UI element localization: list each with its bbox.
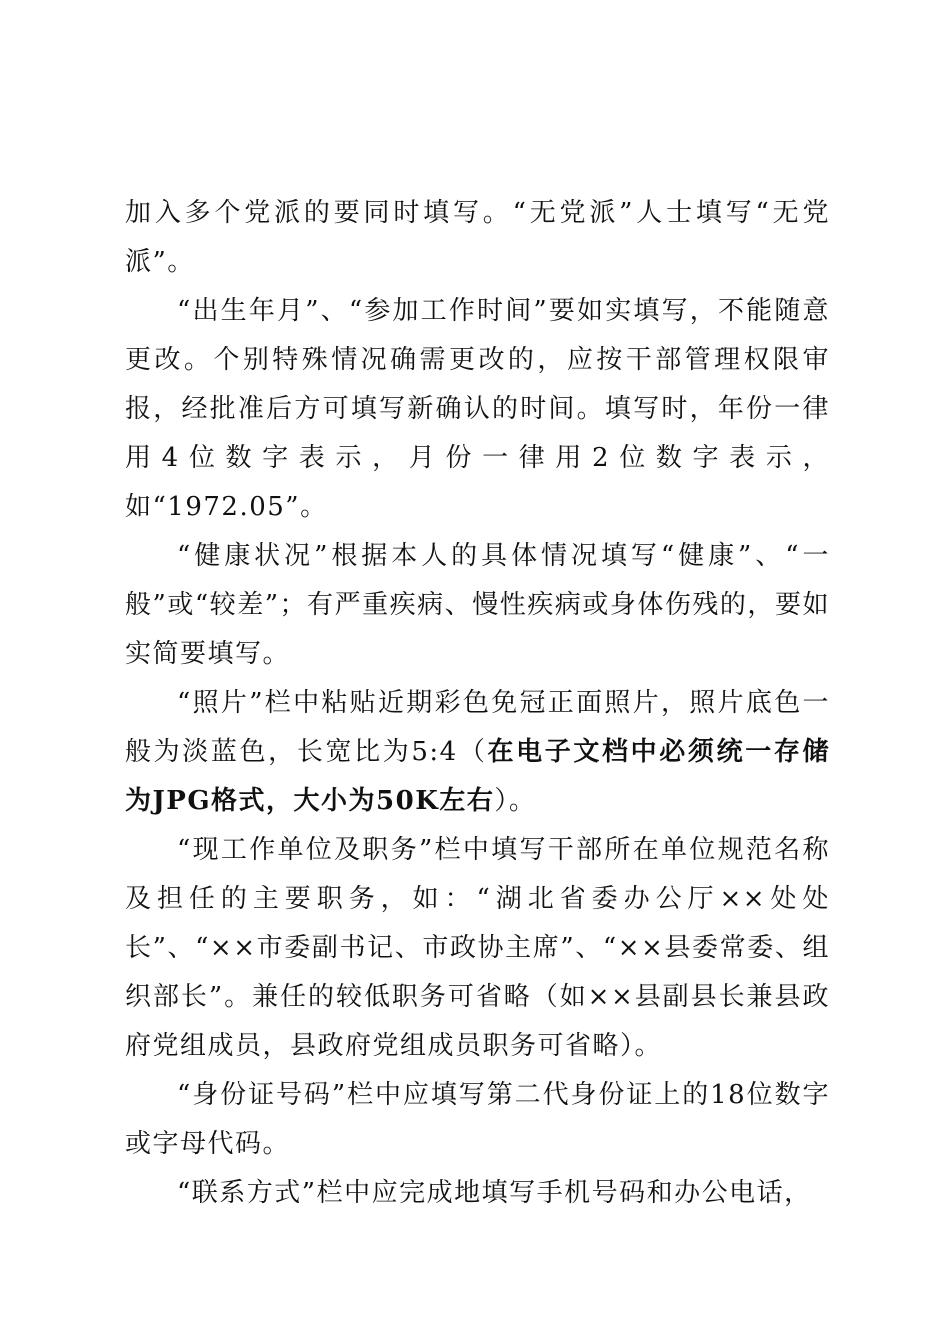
paragraph-text: “出生年月”、“参加工作时间”要如实填写，不能随意更改。个别特殊情况确需更改的，应按干部管理权限审报，经批准后方可填写新确认的时间。填写时，年份一律用4位数字表示，月份一律用2位数字表示，如“1972.05”。 [125,296,830,522]
paragraph-text: “联系方式”栏中应完成地填写手机号码和办公电话， [177,1178,812,1208]
paragraph-party-affiliation [125,189,830,287]
paragraph-text: “身份证号码”栏中应填写第二代身份证上的18位数字或字母代码。 [125,1080,830,1159]
paragraph-health-status [125,532,830,679]
paragraph-birth-date [125,287,830,532]
paragraph-text: 加入多个党派的要同时填写。“无党派”人士填写“无党派”。 [125,198,830,277]
paragraph-work-unit [125,826,830,1071]
paragraph-id-number [125,1071,830,1169]
paragraph-bold-text: 在电子文档中必须统一存储为JPG格式，大小为50K左右 [125,737,830,816]
document-body [125,189,830,1218]
paragraph-text: “照片”栏中粘贴近期彩色免冠正面照片，照片底色一般为淡蓝色，长宽比为5:4（ [125,688,830,767]
paragraph-text: ）。 [494,786,537,816]
paragraph-contact [125,1169,830,1218]
paragraph-photo [125,679,830,826]
paragraph-text: “现工作单位及职务”栏中填写干部所在单位规范名称及担任的主要职务，如：“湖北省委办公厅××处处长”、“××市委副书记、市政协主席”、“××县委常委、组织部长”。兼任的较低职务可省略（如××县副县长兼县政府党组成员，县政府党组成员职务可省略）。 [125,835,830,1061]
paragraph-text: “健康状况”根据本人的具体情况填写“健康”、“一般”或“较差”；有严重疾病、慢性疾病或身体伤残的，要如实简要填写。 [125,541,830,669]
